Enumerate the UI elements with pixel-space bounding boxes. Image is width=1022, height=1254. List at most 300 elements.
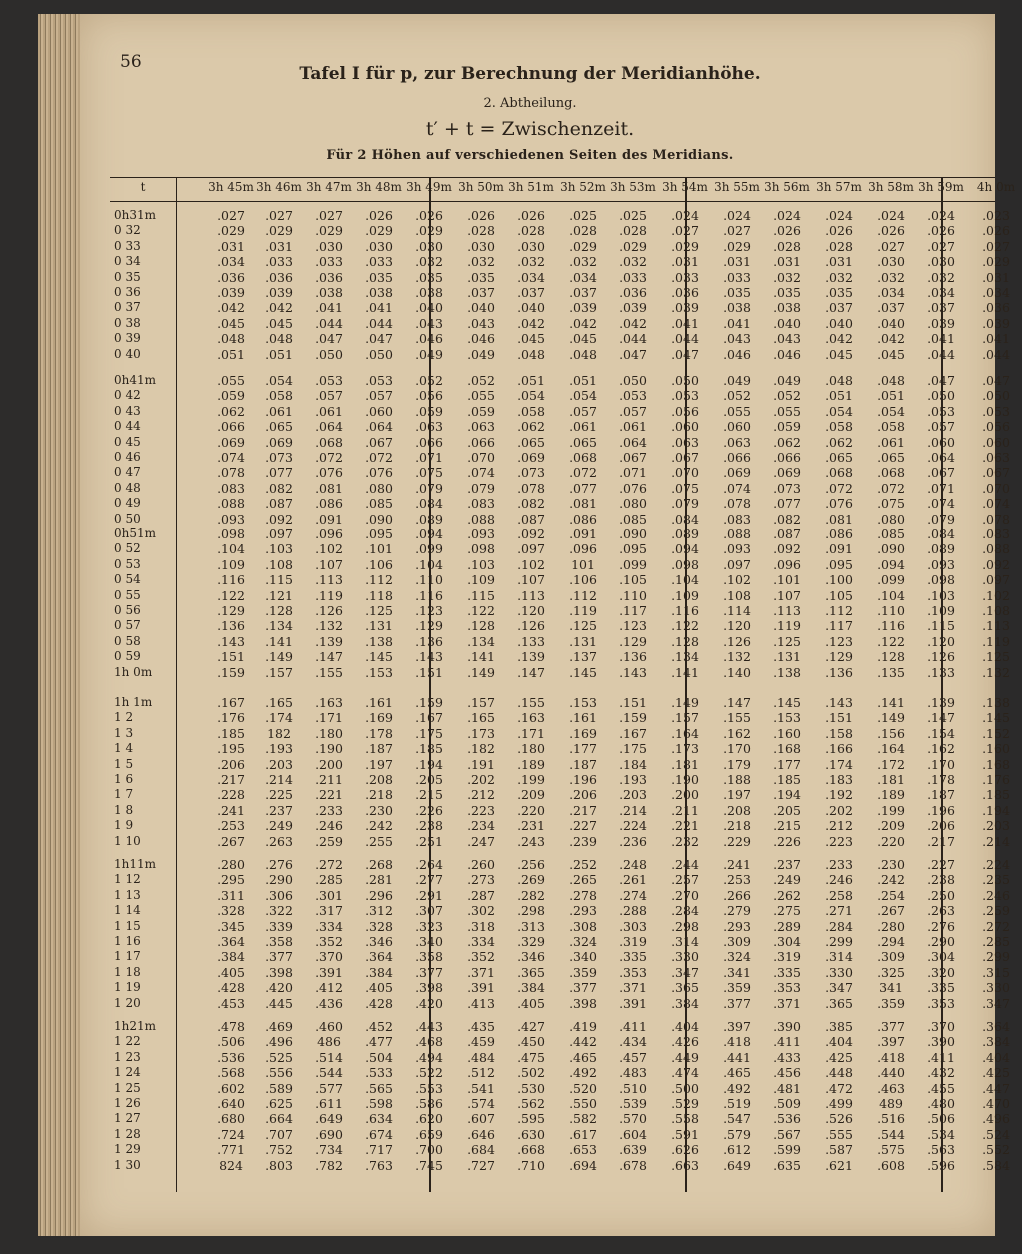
table-cell: .039 <box>982 315 1010 331</box>
table-cell: .335 <box>927 980 955 996</box>
table-cell: .073 <box>517 465 545 481</box>
table-cell: .032 <box>619 254 647 270</box>
table-cell: .064 <box>619 434 647 450</box>
table-cell: .193 <box>265 741 293 757</box>
table-cell: .274 <box>619 887 647 903</box>
table-cell: .047 <box>315 331 343 347</box>
table-cell: .113 <box>982 618 1010 634</box>
row-label: 1 14 <box>114 903 141 918</box>
table-cell: .121 <box>265 587 293 603</box>
table-cell: .307 <box>415 903 443 919</box>
table-cell: .093 <box>927 556 955 572</box>
table-cell: .160 <box>982 741 1010 757</box>
table-cell: .093 <box>217 511 245 527</box>
table-cell: .026 <box>927 223 955 239</box>
column-header: 3h 49m <box>406 180 452 194</box>
table-cell: .108 <box>265 556 293 572</box>
table-cell: .377 <box>265 949 293 965</box>
table-cell: .156 <box>877 725 905 741</box>
table-cell: .311 <box>217 887 245 903</box>
table-cell: .065 <box>825 450 853 465</box>
table-cell: .126 <box>927 649 955 665</box>
table-cell: .364 <box>365 949 393 965</box>
table-cell: .556 <box>265 1065 293 1081</box>
table-cell: .125 <box>982 649 1010 665</box>
table-cell: .314 <box>825 949 853 965</box>
table-cell: .319 <box>619 934 647 949</box>
table-cell: .258 <box>825 887 853 903</box>
table-cell: .026 <box>773 223 801 239</box>
table-cell: .200 <box>671 787 699 803</box>
table-cell: .598 <box>365 1096 393 1111</box>
table-cell: .078 <box>982 511 1010 527</box>
table-cell: .220 <box>517 802 545 818</box>
table-cell: .185 <box>217 725 245 741</box>
table-cell: .055 <box>217 373 245 388</box>
table-cell: .188 <box>723 772 751 787</box>
table-cell: .280 <box>877 918 905 934</box>
table-cell: .287 <box>467 887 495 903</box>
table-cell: .264 <box>415 857 443 872</box>
table-cell: .246 <box>825 872 853 888</box>
table-cell: .346 <box>517 949 545 965</box>
table-cell: .251 <box>415 833 443 849</box>
row-label: 1 28 <box>114 1126 141 1141</box>
table-cell: .032 <box>825 269 853 285</box>
table-cell: .447 <box>982 1080 1010 1096</box>
table-cell: .026 <box>415 208 443 223</box>
table-cell: .450 <box>517 1034 545 1050</box>
table-cell: .059 <box>217 388 245 404</box>
table-cell: .054 <box>517 388 545 404</box>
table-cell: .106 <box>569 572 597 588</box>
row-label: 0 39 <box>114 331 141 346</box>
table-cell: .116 <box>877 618 905 634</box>
row-label: 0 47 <box>114 465 141 480</box>
table-cell: .027 <box>877 238 905 254</box>
table-cell: .072 <box>877 480 905 496</box>
row-label: 0 38 <box>114 315 141 330</box>
table-cell: .181 <box>671 756 699 772</box>
table-cell: .209 <box>517 787 545 803</box>
table-cell: .304 <box>773 934 801 949</box>
table-cell: .092 <box>773 541 801 557</box>
table-cell: .147 <box>315 649 343 665</box>
table-cell: .170 <box>723 741 751 757</box>
table-cell: .050 <box>315 346 343 362</box>
table-cell: .024 <box>723 208 751 223</box>
table-cell: .047 <box>982 373 1010 388</box>
table-cell: .117 <box>825 618 853 634</box>
table-cell: .384 <box>365 964 393 980</box>
table-cell: .577 <box>315 1080 343 1096</box>
table-cell: .203 <box>265 756 293 772</box>
row-label: 1 25 <box>114 1080 141 1095</box>
table-cell: .434 <box>619 1034 647 1050</box>
table-cell: .465 <box>569 1049 597 1065</box>
table-cell: .028 <box>517 223 545 239</box>
table-cell: .069 <box>217 434 245 450</box>
table-cell: .472 <box>825 1080 853 1096</box>
table-cell: .136 <box>415 633 443 649</box>
table-cell: .136 <box>619 649 647 665</box>
table-cell: .724 <box>217 1126 245 1142</box>
table-cell: .145 <box>982 710 1010 726</box>
table-cell: .071 <box>619 465 647 481</box>
table-cell: .131 <box>569 633 597 649</box>
column-header: 3h 59m <box>918 180 964 194</box>
table-cell: .334 <box>467 934 495 949</box>
table-cell: .074 <box>723 480 751 496</box>
table-cell: .328 <box>365 918 393 934</box>
table-cell: .044 <box>365 315 393 331</box>
page-edges <box>38 14 82 1236</box>
table-cell: .025 <box>619 208 647 223</box>
table-cell: .143 <box>415 649 443 665</box>
table-cell: .229 <box>723 833 751 849</box>
table-cell: .056 <box>671 403 699 419</box>
table-cell: .031 <box>825 254 853 270</box>
table-cell: .074 <box>217 450 245 465</box>
row-label: 0 32 <box>114 223 141 238</box>
table-cell: .051 <box>877 388 905 404</box>
table-cell: .218 <box>723 818 751 834</box>
table-cell: .359 <box>723 980 751 996</box>
table-cell: .066 <box>467 434 495 450</box>
table-cell: .103 <box>927 587 955 603</box>
table-cell: .076 <box>619 480 647 496</box>
table-cell: .082 <box>265 480 293 496</box>
table-cell: .599 <box>773 1142 801 1158</box>
table-cell: .064 <box>927 450 955 465</box>
table-cell: .062 <box>825 434 853 450</box>
table-cell: .278 <box>569 887 597 903</box>
table-cell: .265 <box>569 872 597 888</box>
table-cell: .049 <box>773 373 801 388</box>
table-cell: .194 <box>982 802 1010 818</box>
table-cell: .079 <box>467 480 495 496</box>
table-cell: .352 <box>467 949 495 965</box>
table-cell: .371 <box>467 964 495 980</box>
table-cell: .137 <box>569 649 597 665</box>
table-cell: .159 <box>619 710 647 726</box>
table-cell: .039 <box>265 285 293 300</box>
table-cell: .176 <box>982 772 1010 787</box>
column-header: 3h 48m <box>356 180 402 194</box>
table-cell: .404 <box>671 1019 699 1034</box>
table-cell: .195 <box>217 741 245 757</box>
table-cell: .074 <box>982 496 1010 512</box>
table-cell: .096 <box>773 556 801 572</box>
table-cell: .276 <box>265 857 293 872</box>
table-cell: .047 <box>671 346 699 362</box>
table-cell: .030 <box>877 254 905 270</box>
table-cell: .054 <box>877 403 905 419</box>
table-cell: .563 <box>927 1142 955 1158</box>
table-cell: .089 <box>927 541 955 557</box>
table-cell: .131 <box>773 649 801 665</box>
table-cell: .045 <box>265 315 293 331</box>
table-cell: .132 <box>723 649 751 665</box>
table-cell: .037 <box>877 300 905 316</box>
table-cell: .082 <box>517 496 545 512</box>
table-cell: .033 <box>723 269 751 285</box>
table-cell: .208 <box>723 802 751 818</box>
table-cell: .625 <box>265 1096 293 1111</box>
table-cell: .068 <box>877 465 905 481</box>
table-cell: .122 <box>877 633 905 649</box>
table-cell: .107 <box>517 572 545 588</box>
table-cell: .519 <box>723 1096 751 1111</box>
table-cell: .041 <box>365 300 393 316</box>
table-cell: .506 <box>217 1034 245 1050</box>
row-label: 0 52 <box>114 541 141 556</box>
table-cell: .034 <box>982 285 1010 300</box>
table-cell: .330 <box>671 949 699 965</box>
table-cell: .068 <box>569 450 597 465</box>
table-cell: .063 <box>415 419 443 435</box>
row-label: 0 45 <box>114 434 141 449</box>
table-cell: .037 <box>569 285 597 300</box>
table-cell: .032 <box>569 254 597 270</box>
table-cell: .570 <box>619 1111 647 1127</box>
table-cell: .039 <box>217 285 245 300</box>
table-cell: .052 <box>467 373 495 388</box>
table-cell: .529 <box>671 1096 699 1111</box>
table-cell: .153 <box>365 664 393 680</box>
table-cell: .023 <box>982 208 1010 223</box>
table-cell: .125 <box>773 633 801 649</box>
table-cell: .060 <box>365 403 393 419</box>
table-cell: .069 <box>517 450 545 465</box>
table-cell: .203 <box>619 787 647 803</box>
row-label: 0 50 <box>114 511 141 526</box>
table-cell: .384 <box>982 1034 1010 1050</box>
column-header: 3h 53m <box>610 180 656 194</box>
table-cell: .243 <box>517 833 545 849</box>
table-cell: .044 <box>671 331 699 347</box>
table-cell: .119 <box>569 603 597 618</box>
table-cell: .206 <box>927 818 955 834</box>
table-cell: .078 <box>217 465 245 481</box>
table-cell: .269 <box>517 872 545 888</box>
table-cell: .212 <box>467 787 495 803</box>
table-cell: .134 <box>671 649 699 665</box>
table-cell: .224 <box>982 857 1010 872</box>
table-cell: .233 <box>825 857 853 872</box>
table-cell: .098 <box>467 541 495 557</box>
table-cell: .103 <box>467 556 495 572</box>
table-cell: .309 <box>877 949 905 965</box>
table-cell: .099 <box>415 541 443 557</box>
table-cell: 101 <box>571 556 595 572</box>
table-cell: .197 <box>723 787 751 803</box>
table-cell: .129 <box>619 633 647 649</box>
table-cell: .057 <box>315 388 343 404</box>
table-cell: .066 <box>217 419 245 435</box>
table-cell: .384 <box>517 980 545 996</box>
table-cell: .120 <box>723 618 751 634</box>
table-cell: .040 <box>415 300 443 316</box>
table-cell: .227 <box>927 857 955 872</box>
table-cell: .285 <box>315 872 343 888</box>
table-cell: .299 <box>825 934 853 949</box>
table-cell: .664 <box>265 1111 293 1127</box>
table-cell: .189 <box>517 756 545 772</box>
table-cell: .322 <box>265 903 293 919</box>
row-label: 1 17 <box>114 949 141 964</box>
table-cell: .398 <box>569 995 597 1011</box>
table-cell: .056 <box>415 388 443 404</box>
row-label: 0 46 <box>114 450 141 464</box>
table-cell: .196 <box>927 802 955 818</box>
table-cell: .520 <box>569 1080 597 1096</box>
table-cell: .177 <box>569 741 597 757</box>
table-cell: .036 <box>982 300 1010 316</box>
table-cell: .155 <box>723 710 751 726</box>
table-cell: .133 <box>927 664 955 680</box>
table-cell: .179 <box>723 756 751 772</box>
table-cell: .149 <box>265 649 293 665</box>
table-cell: .035 <box>825 285 853 300</box>
table-cell: .030 <box>415 238 443 254</box>
table-cell: .707 <box>265 1126 293 1142</box>
table-cell: .668 <box>517 1142 545 1158</box>
book-page <box>80 14 1016 1236</box>
table-cell: .113 <box>517 587 545 603</box>
table-cell: .086 <box>569 511 597 527</box>
table-cell: .033 <box>671 269 699 285</box>
table-cell: .161 <box>365 695 393 710</box>
table-cell: .034 <box>569 269 597 285</box>
row-label: 1 6 <box>114 772 134 786</box>
table-cell: .095 <box>825 556 853 572</box>
table-cell: .067 <box>365 434 393 450</box>
table-cell: .043 <box>467 315 495 331</box>
table-cell: .029 <box>619 238 647 254</box>
table-cell: .097 <box>265 526 293 541</box>
table-cell: .080 <box>877 511 905 527</box>
table-cell: .359 <box>569 964 597 980</box>
table-cell: .745 <box>415 1157 443 1173</box>
table-cell: .042 <box>825 331 853 347</box>
table-cell: .449 <box>671 1049 699 1065</box>
table-cell: .037 <box>517 285 545 300</box>
table-cell: .048 <box>569 346 597 362</box>
table-cell: .161 <box>569 710 597 726</box>
table-cell: .038 <box>365 285 393 300</box>
table-cell: .626 <box>671 1142 699 1158</box>
table-cell: .377 <box>723 995 751 1011</box>
table-cell: .293 <box>723 918 751 934</box>
table-cell: .026 <box>825 223 853 239</box>
table-cell: .568 <box>217 1065 245 1081</box>
table-cell: .024 <box>671 208 699 223</box>
table-cell: .516 <box>877 1111 905 1127</box>
table-cell: .159 <box>217 664 245 680</box>
table-cell: .024 <box>877 208 905 223</box>
table-cell: .139 <box>517 649 545 665</box>
table-cell: .371 <box>619 980 647 996</box>
table-cell: .037 <box>825 300 853 316</box>
table-cell: .054 <box>265 373 293 388</box>
row-label: 0h51m <box>114 526 157 540</box>
row-label: 0 56 <box>114 603 141 617</box>
table-cell: .255 <box>365 833 393 849</box>
table-cell: .530 <box>517 1080 545 1096</box>
table-cell: .026 <box>517 208 545 223</box>
table-cell: .114 <box>723 603 751 618</box>
table-cell: .036 <box>265 269 293 285</box>
table-cell: .411 <box>773 1034 801 1050</box>
table-cell: .175 <box>415 725 443 741</box>
table-cell: .295 <box>217 872 245 888</box>
table-cell: .398 <box>265 964 293 980</box>
table-cell: .460 <box>315 1019 343 1034</box>
table-cell: .364 <box>217 934 245 949</box>
table-cell: .029 <box>265 223 293 239</box>
table-cell: .285 <box>982 934 1010 949</box>
table-cell: .049 <box>467 346 495 362</box>
row-label: 0 42 <box>114 388 141 403</box>
table-cell: .087 <box>773 526 801 541</box>
table-cell: .345 <box>217 918 245 934</box>
table-cell: .459 <box>467 1034 495 1050</box>
table-cell: .024 <box>825 208 853 223</box>
table-cell: .045 <box>569 331 597 347</box>
table-cell: .541 <box>467 1080 495 1096</box>
table-cell: .081 <box>315 480 343 496</box>
table-cell: .246 <box>315 818 343 834</box>
table-cell: .223 <box>467 802 495 818</box>
table-cell: .582 <box>569 1111 597 1127</box>
row-label: 1h21m <box>114 1019 157 1033</box>
table-cell: .029 <box>723 238 751 254</box>
table-cell: .324 <box>569 934 597 949</box>
table-cell: .215 <box>415 787 443 803</box>
table-cell: .059 <box>467 403 495 419</box>
table-cell: .061 <box>315 403 343 419</box>
table-cell: .217 <box>217 772 245 787</box>
table-cell: .172 <box>877 756 905 772</box>
table-cell: .259 <box>315 833 343 849</box>
table-cell: .147 <box>517 664 545 680</box>
row-label: 1 5 <box>114 756 134 771</box>
table-cell: .552 <box>982 1142 1010 1158</box>
table-cell: .589 <box>265 1080 293 1096</box>
row-label: 1 2 <box>114 710 134 725</box>
table-cell: .443 <box>415 1019 443 1034</box>
table-cell: .041 <box>982 331 1010 347</box>
table-cell: .319 <box>773 949 801 965</box>
table-cell: .199 <box>517 772 545 787</box>
table-cell: .194 <box>415 756 443 772</box>
table-cell: .097 <box>517 541 545 557</box>
table-cell: .063 <box>723 434 751 450</box>
row-label: 1 20 <box>114 995 141 1010</box>
table-cell: .101 <box>365 541 393 557</box>
table-cell: .189 <box>877 787 905 803</box>
table-cell: .122 <box>217 587 245 603</box>
table-cell: .329 <box>517 934 545 949</box>
table-cell: .058 <box>517 403 545 419</box>
table-cell: .031 <box>671 254 699 270</box>
table-cell: .126 <box>517 618 545 634</box>
table-cell: .425 <box>982 1065 1010 1081</box>
table-cell: .717 <box>365 1142 393 1158</box>
table-cell: .075 <box>415 465 443 481</box>
table-cell: .143 <box>619 664 647 680</box>
